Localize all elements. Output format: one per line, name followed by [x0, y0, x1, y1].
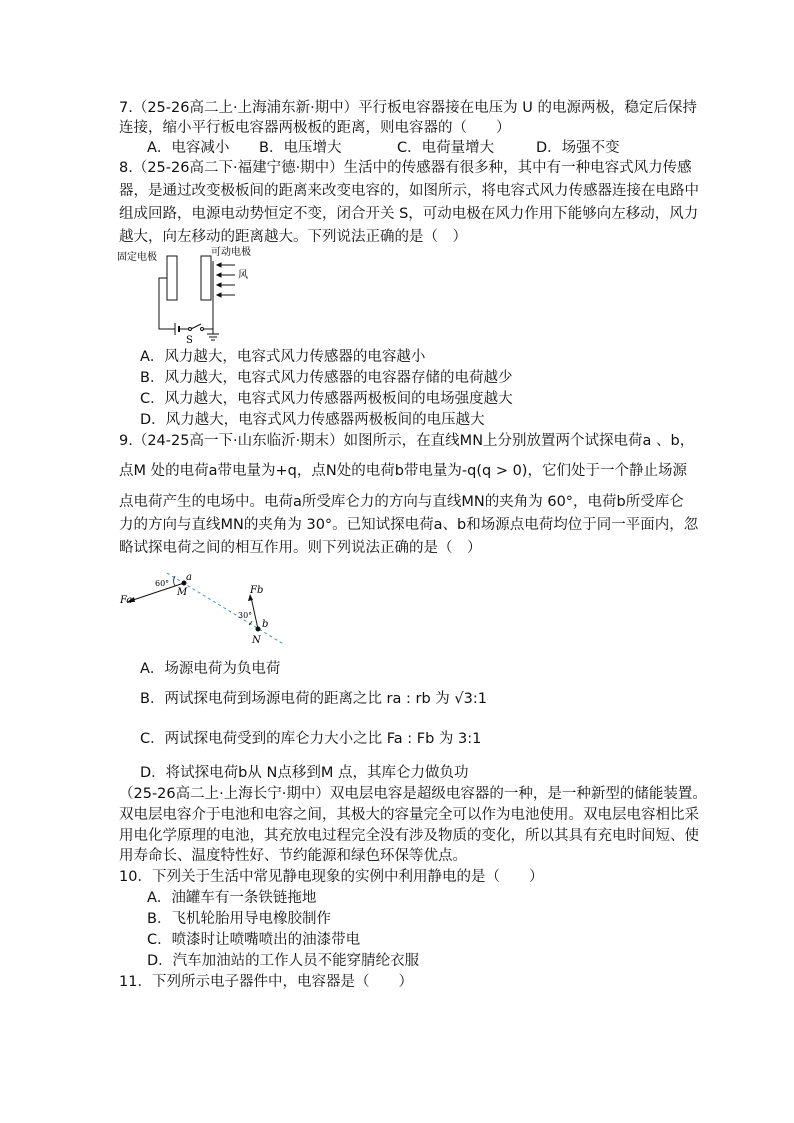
angle-arc-a — [174, 576, 175, 586]
q11-line-1: 11．下列所示电子器件中，电容器是（ ） — [119, 974, 413, 990]
q9-option-b: B．两试探电荷到场源电荷的距离之比 ra : rb 为 √3:1 — [140, 691, 487, 707]
q7-line-2: 连接，缩小平行板电容器两极板的距离，则电容器的（ ） — [119, 120, 511, 136]
q9-line-2: 点M 处的电荷a带电量为+q，点N处的电荷b带电量为-q(q > 0)，它们处于一个静止场源 — [119, 463, 687, 479]
fixed-electrode-label: 固定电极 — [117, 252, 157, 263]
point-m-label: M — [177, 587, 188, 598]
q9-line-1: 9.（24-25高一下·山东临沂·期末）如图所示，在直线MN上分别放置两个试探电荷a 、b， — [119, 433, 695, 449]
movable-electrode-plate — [201, 256, 211, 300]
coulomb-force-diagram — [115, 563, 290, 648]
charge-b-label: b — [262, 619, 269, 630]
q10-option-d: D．汽车加油站的工作人员不能穿腈纶衣服 — [147, 953, 420, 969]
switch-label: S — [186, 335, 193, 345]
q7-line-1: 7.（25-26高二上·上海浦东新·期中）平行板电容器接在电压为 U 的电源两极，稳定后保持 — [119, 100, 698, 116]
passage-line-1: （25-26高二上·上海长宁·期中）双电层电容是超级电容器的一种，是一种新型的储能装置。 — [119, 786, 707, 802]
q7-option-a: A．电容减小 — [147, 140, 230, 156]
movable-electrode-label: 可动电极 — [211, 247, 251, 258]
q8-line-2: 器，是通过改变极板间的距离来改变电容的，如图所示，将电容式风力传感器连接在电路中 — [119, 183, 699, 199]
q7-option-b: B．电压增大 — [259, 140, 342, 156]
wind-label: 风 — [238, 270, 248, 281]
charge-b-point — [256, 627, 261, 632]
force-fa-label: Fa — [120, 595, 133, 606]
q9-line-4: 力的方向与直线MN的夹角为 30°。已知试探电荷a、b和场源点电荷均位于同一平面内，忽 — [119, 517, 699, 533]
q9-line-3: 点电荷产生的电场中。电荷a所受库仑力的方向与直线MN的夹角为 60°，电荷b所受库仑 — [119, 494, 684, 510]
q8-line-3: 组成回路，电源电动势恒定不变，闭合开关 S，可动电极在风力作用下能够向左移动，风力 — [119, 206, 699, 222]
q8-option-c: C．风力越大，电容式风力传感器两极板间的电场强度越大 — [140, 391, 513, 407]
q10-option-b: B．飞机轮胎用导电橡胶制作 — [147, 911, 331, 927]
point-n-label: N — [252, 635, 261, 646]
wind-arrows — [217, 263, 235, 297]
q9-option-c: C．两试探电荷受到的库仑力大小之比 Fa : Fb 为 3:1 — [140, 731, 482, 747]
fixed-electrode-plate — [167, 256, 177, 300]
q9-option-a: A．场源电荷为负电荷 — [140, 661, 281, 677]
q10-option-c: C．喷漆时让喷嘴喷出的油漆带电 — [147, 932, 361, 948]
q7-option-d: D．场强不变 — [536, 140, 620, 156]
ground-symbol — [207, 329, 219, 340]
angle-60-label: 60° — [155, 579, 170, 588]
wind-sensor-circuit-diagram — [117, 245, 257, 345]
force-fb-label: Fb — [250, 585, 264, 596]
q7-option-c: C．电荷量增大 — [397, 140, 495, 156]
q10-line-1: 10．下列关于生活中常见静电现象的实例中利用静电的是（ ） — [119, 869, 544, 885]
q8-option-b: B．风力越大，电容式风力传感器的电容器存储的电荷越少 — [140, 370, 513, 386]
q8-option-d: D．风力越大，电容式风力传感器两极板间的电压越大 — [140, 412, 485, 428]
q9-option-d: D．将试探电荷b从 N点移到M 点，其库仑力做负功 — [140, 765, 469, 781]
q9-line-5: 略试探电荷之间的相互作用。则下列说法正确的是（ ） — [119, 540, 482, 556]
q8-line-1: 8.（25-26高二下·福建宁德·期中）生活中的传感器有很多种，其中有一种电容式风力传感 — [119, 160, 692, 176]
charge-a-label: a — [186, 572, 192, 583]
q8-option-a: A．风力越大，电容式风力传感器的电容越小 — [140, 349, 426, 365]
passage-line-3: 用电化学原理的电池，其充放电过程完全没有涉及物质的变化，所以其具有充电时间短、使 — [119, 828, 699, 844]
passage-line-2: 双电层电容介于电池和电容之间，其极大的容量完全可以作为电池使用。双电层电容相比采 — [119, 807, 699, 823]
q8-line-4: 越大，向左移动的距离越大。下列说法正确的是（ ） — [119, 229, 467, 245]
passage-line-4: 用寿命长、温度特性好、节约能源和绿色环保等优点。 — [119, 848, 467, 864]
q10-option-a: A．油罐车有一条铁链拖地 — [147, 890, 317, 906]
switch-s — [191, 324, 201, 329]
angle-30-label: 30° — [238, 611, 253, 620]
